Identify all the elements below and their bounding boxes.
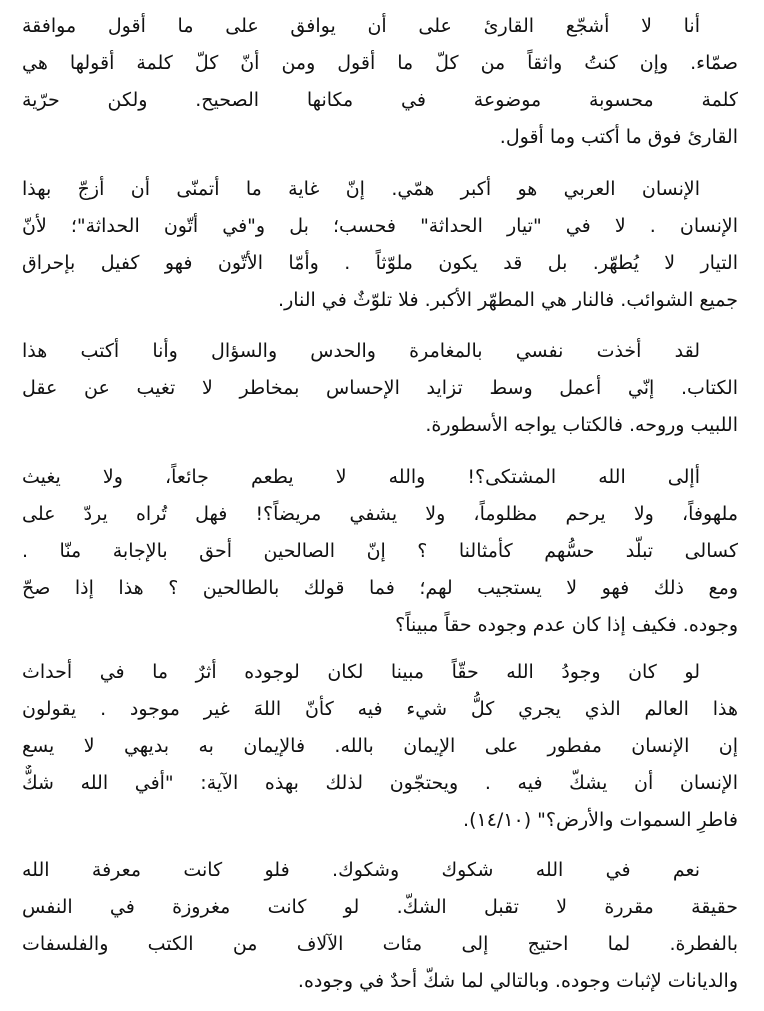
paragraph-4 (22, 459, 738, 644)
text-line: أإلى الله المشتكى؟! والله لا يطعم جائعاً، ولا يغيث (22, 466, 700, 488)
text-line: التيار لا يُطهّر. بل قد يكون ملوّثاً . وأمّا الأتّون فهو كفيل بإحراق (22, 252, 738, 274)
text-line: فاطرِ السموات والأرض؟" (١٤/١٠). (463, 809, 738, 831)
paragraph-3 (22, 333, 738, 444)
text-line: الإنسان أن يشكّ فيه . ويحتجّون لذلك بهذه الآية: "أفي الله شكٌّ (22, 772, 738, 794)
text-line: الإنسان العربي هو أكبر همّي. إنّ غاية ما أتمنّى أن أزجّ بهذا (22, 178, 700, 200)
text-line: وجوده. فكيف إذا كان عدم وجوده حقاً مبيناً؟ (395, 614, 738, 636)
paragraph-1 (22, 8, 738, 156)
text-line: والديانات لإثبات وجوده. وبالتالي لما شكّ أحدٌ في وجوده. (297, 970, 738, 992)
text-line: اللبيب وروحه. فالكتاب يواجه الأسطورة. (425, 414, 738, 436)
text-line: كسالى تبلّد حسُّهم كأمثالنا ؟ إنّ الصالحين أحق بالإجابة منّا . (22, 540, 738, 562)
text-line: لو كان وجودُ الله حقّاً مبينا لكان لوجوده أثرٌ ما في أحداث (22, 661, 700, 683)
paragraph-5 (22, 654, 738, 839)
text-line: الإنسان . لا في "تيار الحداثة" فحسب؛ بل و"في أتّون الحداثة"؛ لأنّ (22, 215, 738, 237)
text-line: لقد أخذت نفسي بالمغامرة والحدس والسؤال وأنا أكتب هذا (22, 340, 700, 362)
text-line: الكتاب. إنّي أعمل وسط تزايد الإحساس بمخاطر لا تغيب عن عقل (22, 377, 738, 399)
text-line: حقيقة مقررة لا تقبل الشكّ. لو كانت مغروزة في النفس (22, 896, 738, 918)
text-line: هذا العالم الذي يجري كلُّ شيء فيه كأنّ اللهَ غير موجود . يقولون (22, 698, 738, 720)
text-line: بالفطرة. لما احتيج إلى مئات الآلاف من الكتب والفلسفات (22, 933, 738, 955)
paragraph-2 (22, 171, 738, 319)
text-line: إن الإنسان مفطور على الإيمان بالله. فالإيمان به بديهي لا يسع (22, 735, 738, 757)
text-line: ومع ذلك فهو لا يستجيب لهم؛ فما قولك بالطالحين ؟ هذا إذا صحّ (22, 577, 738, 599)
text-line: ملهوفاً، ولا يرحم مظلوماً، ولا يشفي مريضاً؟! فهل تُراه يردّ على (22, 503, 738, 525)
paragraph-6 (22, 852, 738, 1000)
text-line: كلمة محسوبة موضوعة في مكانها الصحيح. ولكن حرّية (22, 89, 738, 111)
text-line: نعم في الله شكوك وشكوك. فلو كانت معرفة الله (22, 859, 700, 881)
text-line: القارئ فوق ما أكتب وما أقول. (499, 126, 738, 148)
text-line: جميع الشوائب. فالنار هي المطهّر الأكبر. فلا تلوّثٌ في النار. (278, 289, 738, 311)
text-line: صمّاء. وإن كنتُ واثقاً من كلّ ما أقول ومن أنّ كلّ كلمة أقولها هي (22, 52, 738, 74)
text-line: أنا لا أشجّع القارئ على أن يوافق على ما أقول موافقة (22, 15, 700, 37)
